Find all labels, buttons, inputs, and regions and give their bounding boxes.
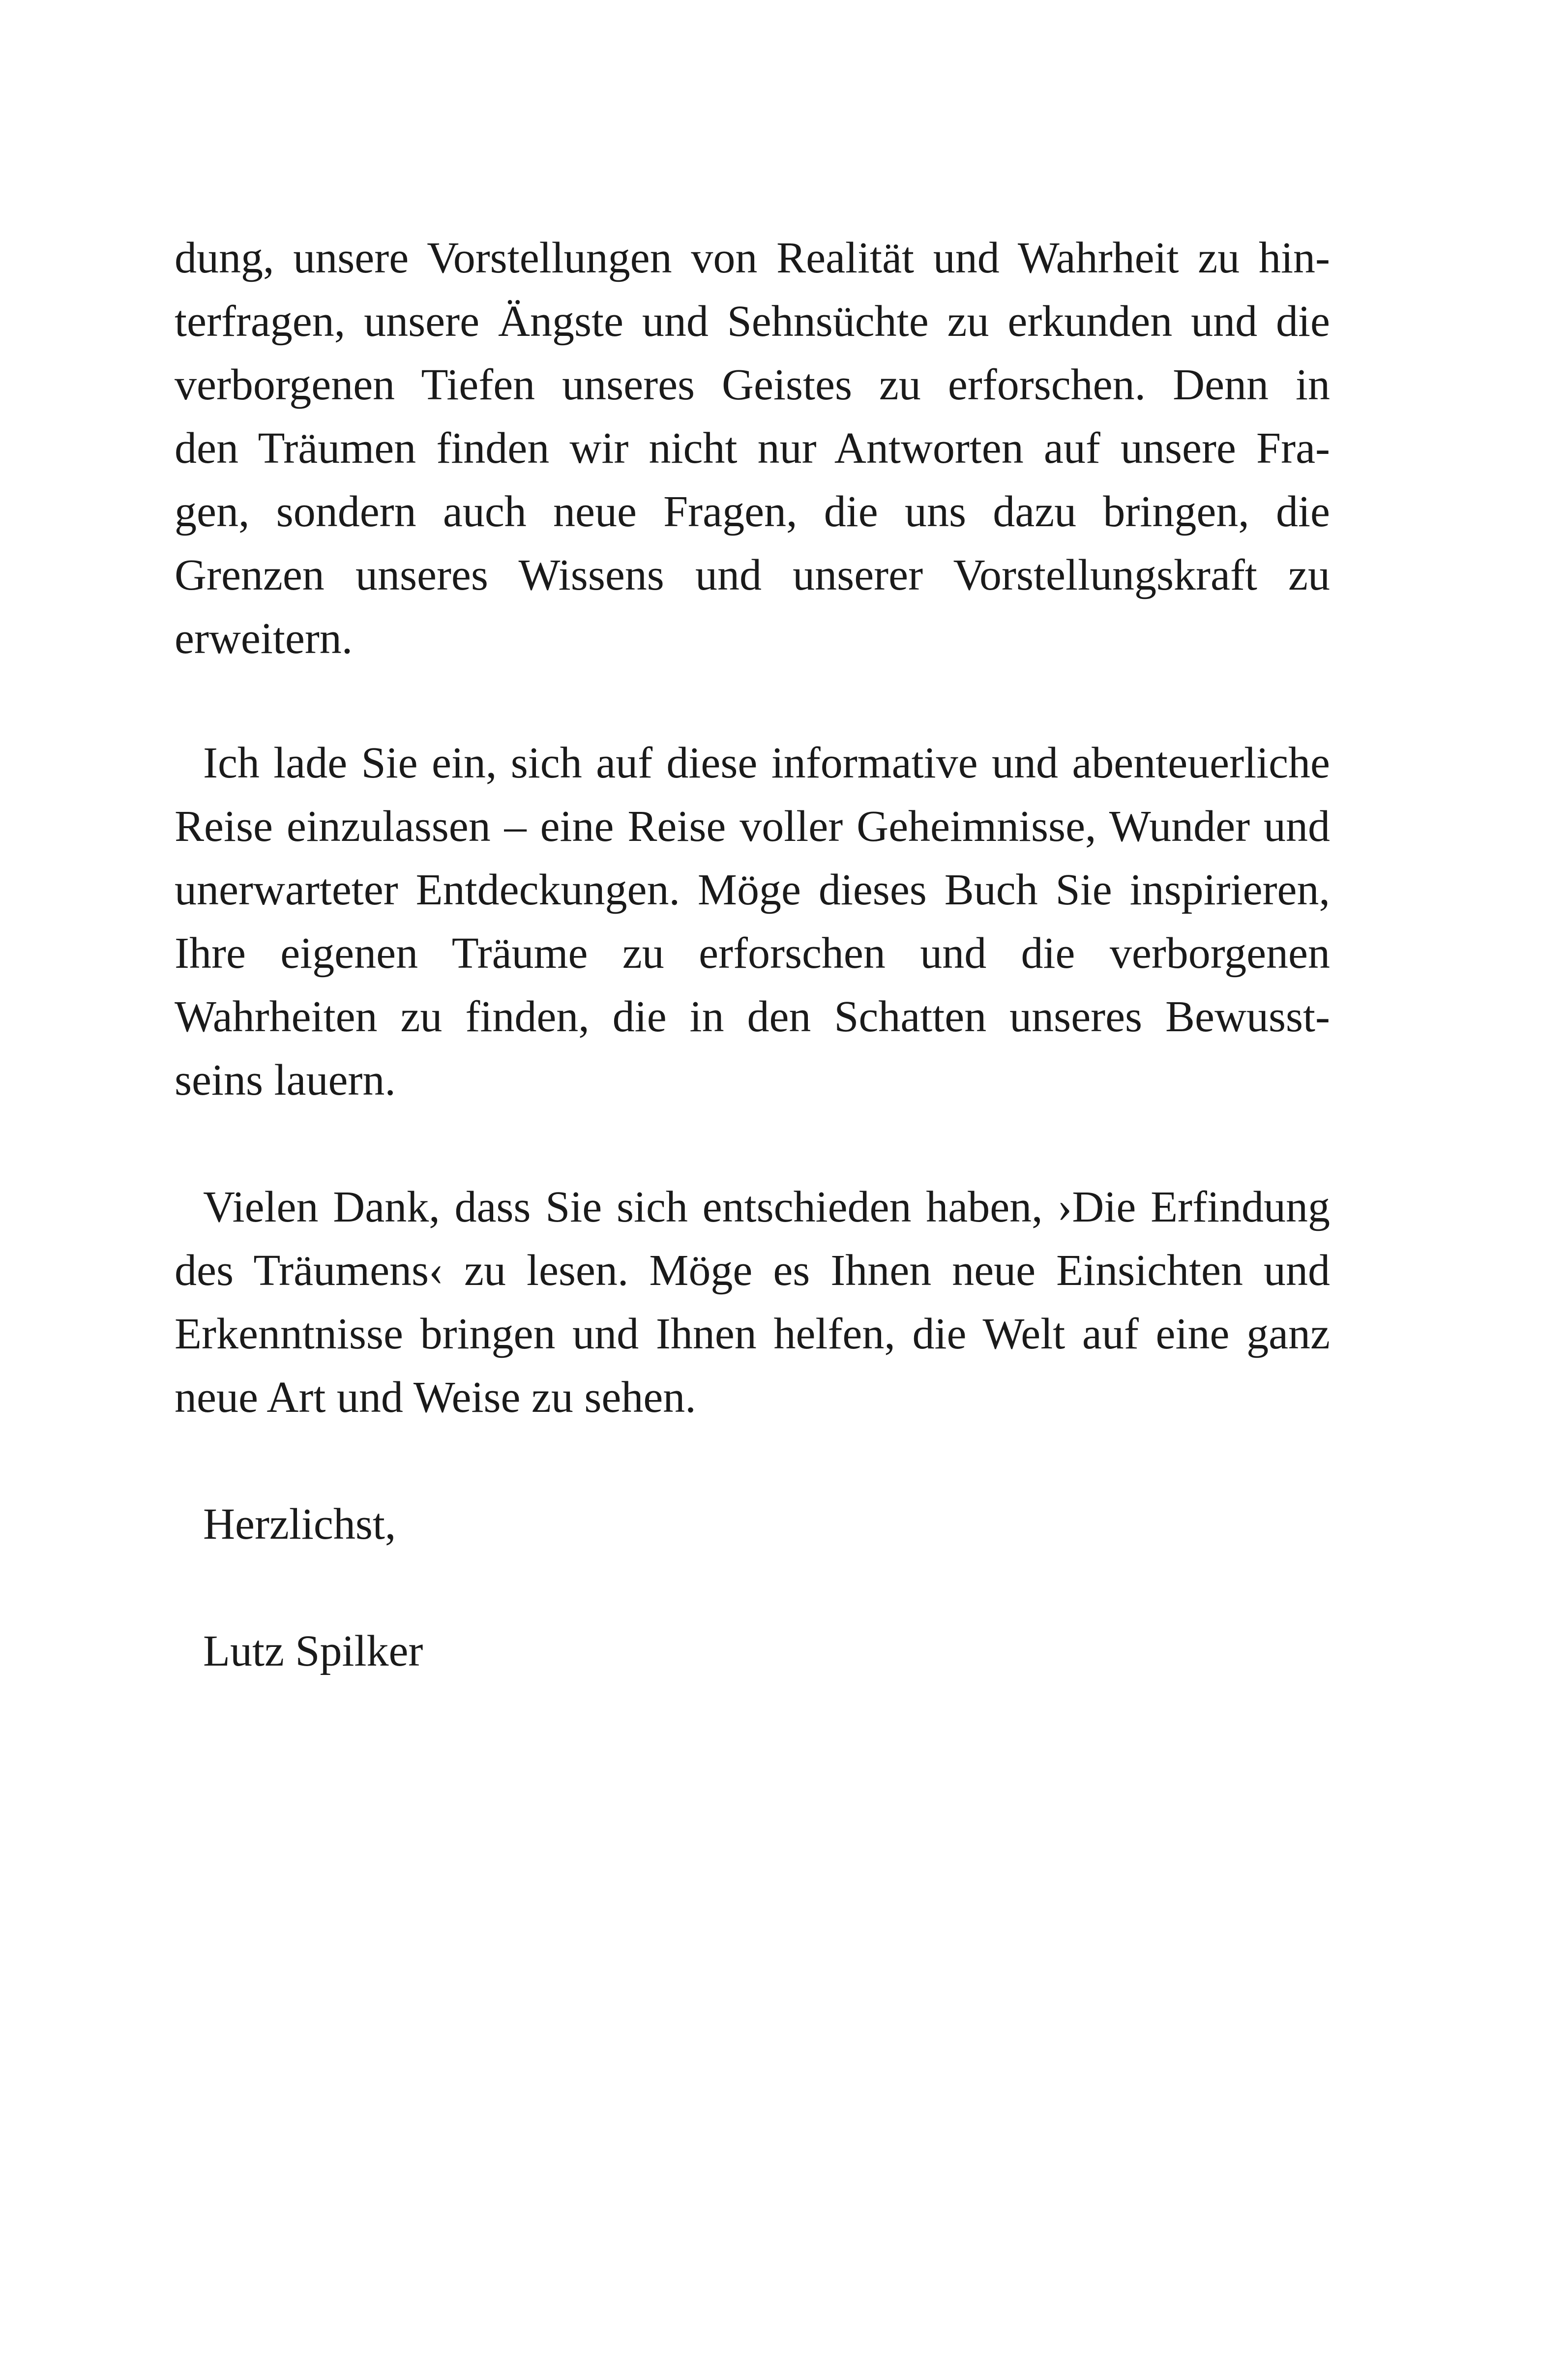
closing-greeting-block: [175, 1492, 1330, 1556]
paragraph-line: terfragen, unsere Ängste und Sehnsüchte zu erkunden und die: [175, 297, 1330, 346]
paragraph-line: Wahrheiten zu finden, die in den Schatten unseres Bewusst-: [175, 992, 1330, 1041]
paragraph-line: den Träumen finden wir nicht nur Antworten auf unsere Fra-: [175, 424, 1330, 473]
author-signature: Lutz Spilker: [203, 1627, 423, 1675]
closing-greeting: Herzlichst,: [203, 1500, 396, 1549]
signature-block: [175, 1619, 1330, 1683]
paragraph-line: Grenzen unseres Wissens und unserer Vorstellungskraft zu: [175, 551, 1330, 599]
paragraph-line: seins lauern.: [175, 1056, 396, 1104]
paragraph-line: dung, unsere Vorstellungen von Realität und Wahrheit zu hin-: [175, 234, 1330, 282]
paragraph-line: Ihre eigenen Träume zu erforschen und die verborgenen: [175, 929, 1330, 978]
paragraph-line: verborgenen Tiefen unseres Geistes zu erforschen. Denn in: [175, 360, 1330, 409]
paragraph-line: Reise einzulassen – eine Reise voller Geheimnisse, Wunder und: [175, 802, 1330, 851]
paragraph-line: Ich lade Sie ein, sich auf diese informative und abenteuerliche: [203, 739, 1330, 787]
paragraph-line: Erkenntnisse bringen und Ihnen helfen, die Welt auf eine ganz: [175, 1310, 1330, 1358]
paragraph-line: gen, sondern auch neue Fragen, die uns dazu bringen, die: [175, 487, 1330, 536]
paragraph-3: [175, 1175, 1330, 1429]
paragraph-line: unerwarteter Entdeckungen. Möge dieses Buch Sie inspirieren,: [175, 866, 1330, 914]
paragraph-line: erweitern.: [175, 614, 353, 663]
paragraph-line: des Träumens‹ zu lesen. Möge es Ihnen neue Einsichten und: [175, 1246, 1330, 1295]
paragraph-2: [175, 731, 1330, 1112]
paragraph-line: Vielen Dank, dass Sie sich entschieden haben, ›Die Erfindung: [203, 1183, 1330, 1231]
paragraph-1: [175, 226, 1330, 670]
paragraph-line: neue Art und Weise zu sehen.: [175, 1373, 696, 1422]
